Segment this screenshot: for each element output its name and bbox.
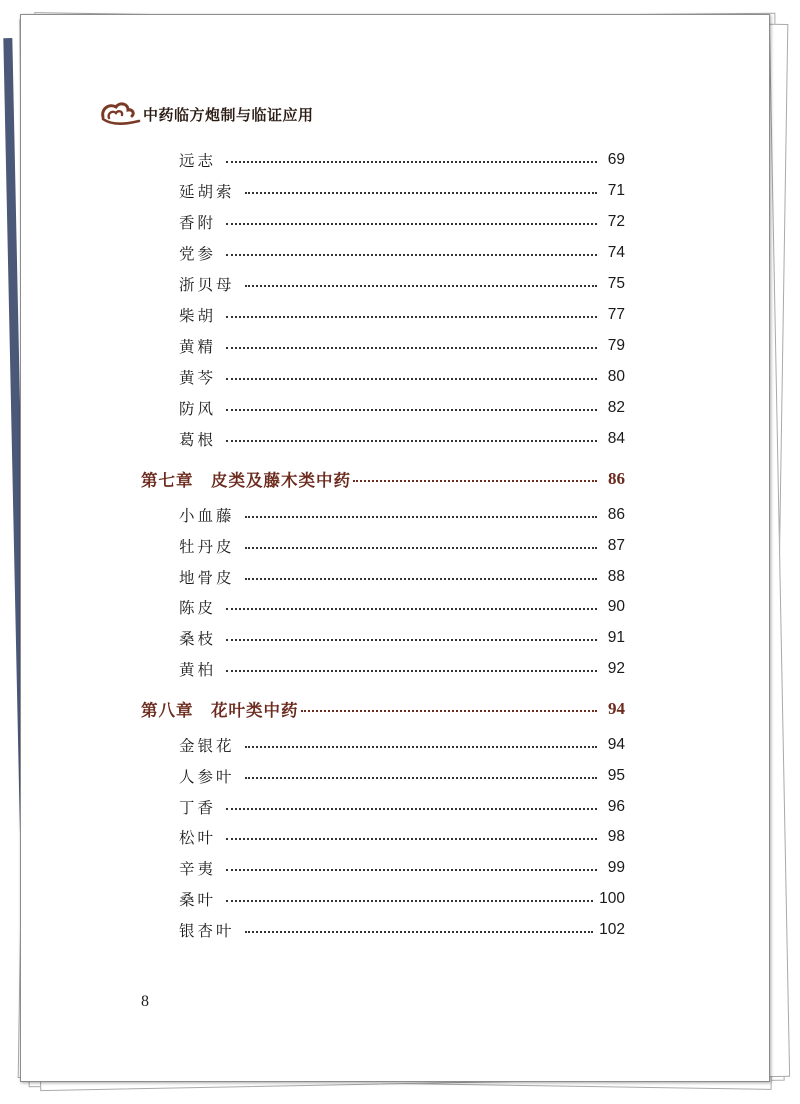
toc-entry bbox=[179, 426, 625, 452]
toc-entry-page: 87 bbox=[607, 537, 625, 554]
toc-entry-page: 84 bbox=[607, 430, 625, 447]
toc-entry bbox=[179, 732, 625, 758]
toc-entry bbox=[179, 594, 625, 620]
toc-entry bbox=[179, 209, 625, 235]
dot-leader bbox=[226, 808, 597, 810]
toc-entry-page: 91 bbox=[607, 629, 625, 646]
toc-entry-page: 72 bbox=[607, 213, 625, 230]
toc-entry-page: 98 bbox=[607, 828, 625, 845]
dot-leader bbox=[226, 639, 597, 641]
toc-entry-page: 102 bbox=[599, 921, 625, 938]
toc-entry-title: 香附 bbox=[179, 214, 217, 232]
dot-leader bbox=[245, 285, 597, 287]
toc-entry-title: 人参叶 bbox=[179, 768, 235, 786]
toc-entry-title: 黄精 bbox=[179, 338, 217, 356]
toc-entry-title: 桑枝 bbox=[179, 630, 217, 648]
dot-leader bbox=[245, 192, 597, 194]
toc-entry-title: 金银花 bbox=[179, 737, 235, 755]
toc-entry-title: 防风 bbox=[179, 400, 217, 418]
toc-entry-page: 79 bbox=[607, 337, 625, 354]
dot-leader bbox=[245, 777, 597, 779]
toc-entry-title: 柴胡 bbox=[179, 307, 217, 325]
toc-entry bbox=[179, 395, 625, 421]
toc-entry-title: 党参 bbox=[179, 245, 217, 263]
toc-entry bbox=[179, 886, 625, 912]
toc-entry-page: 94 bbox=[607, 736, 625, 753]
dot-leader bbox=[226, 223, 597, 225]
toc-entry-page: 77 bbox=[607, 306, 625, 323]
toc-entry bbox=[179, 147, 625, 173]
toc-entry-page: 96 bbox=[607, 798, 625, 815]
dot-leader bbox=[245, 578, 597, 580]
toc-entry bbox=[179, 917, 625, 943]
dot-leader bbox=[245, 746, 597, 748]
toc-entry bbox=[179, 855, 625, 881]
toc-entry-title: 银杏叶 bbox=[179, 922, 235, 940]
toc-entry-title: 黄柏 bbox=[179, 661, 217, 679]
toc-entry bbox=[179, 502, 625, 528]
toc-entry-title: 辛夷 bbox=[179, 860, 217, 878]
toc-entry-page: 69 bbox=[607, 151, 625, 168]
toc-entry-page: 74 bbox=[607, 244, 625, 261]
toc-entry bbox=[179, 302, 625, 328]
toc-entry-page: 95 bbox=[607, 767, 625, 784]
toc-entry-title: 丁香 bbox=[179, 799, 217, 817]
toc-entry-page: 82 bbox=[607, 399, 625, 416]
toc-entry-title: 陈皮 bbox=[179, 599, 217, 617]
toc-entry-title: 牡丹皮 bbox=[179, 538, 235, 556]
dot-leader bbox=[226, 378, 597, 380]
toc-entry-title: 第七章 皮类及藤木类中药 bbox=[141, 471, 351, 490]
page-number: 8 bbox=[141, 993, 149, 1010]
dot-leader bbox=[226, 838, 597, 840]
dot-leader bbox=[245, 516, 597, 518]
toc-entry-page: 90 bbox=[607, 598, 625, 615]
toc-entry-title: 葛根 bbox=[179, 431, 217, 449]
toc-entry-title: 小血藤 bbox=[179, 507, 235, 525]
dot-leader bbox=[226, 254, 597, 256]
dot-leader bbox=[226, 608, 597, 610]
dot-leader bbox=[301, 710, 598, 712]
toc-entry-page: 92 bbox=[607, 660, 625, 677]
dot-leader bbox=[226, 900, 593, 902]
toc-entry-title: 延胡索 bbox=[179, 183, 235, 201]
toc-chapter-entry bbox=[141, 466, 625, 492]
toc-entry-page: 88 bbox=[607, 568, 625, 585]
toc-entry-title: 远志 bbox=[179, 152, 217, 170]
cloud-scroll-icon bbox=[99, 99, 141, 129]
toc-entry bbox=[179, 564, 625, 590]
toc-entry-title: 黄芩 bbox=[179, 369, 217, 387]
book-title: 中药临方炮制与临证应用 bbox=[143, 105, 314, 124]
toc-entry bbox=[179, 794, 625, 820]
toc-entry-page: 86 bbox=[608, 469, 625, 488]
book-page bbox=[20, 14, 770, 1082]
toc-entry bbox=[179, 240, 625, 266]
dot-leader bbox=[353, 480, 597, 482]
dot-leader bbox=[226, 161, 597, 163]
toc-entry bbox=[179, 763, 625, 789]
toc-entry bbox=[179, 824, 625, 850]
dot-leader bbox=[226, 316, 597, 318]
toc-entry bbox=[179, 656, 625, 682]
toc-entry bbox=[179, 271, 625, 297]
toc-entry bbox=[179, 178, 625, 204]
toc-entry-page: 86 bbox=[607, 506, 625, 523]
toc-entry-page: 80 bbox=[607, 368, 625, 385]
dot-leader bbox=[226, 869, 597, 871]
toc-entry-title: 第八章 花叶类中药 bbox=[141, 701, 299, 720]
toc-entry-page: 94 bbox=[608, 699, 625, 718]
toc-entry bbox=[179, 364, 625, 390]
toc-entry bbox=[179, 625, 625, 651]
toc-entry-page: 100 bbox=[599, 890, 625, 907]
toc-entry-title: 桑叶 bbox=[179, 891, 217, 909]
dot-leader bbox=[226, 440, 597, 442]
toc-entry-title: 浙贝母 bbox=[179, 276, 235, 294]
dot-leader bbox=[226, 347, 597, 349]
toc-entry-title: 松叶 bbox=[179, 829, 217, 847]
toc-entry-title: 地骨皮 bbox=[179, 569, 235, 587]
toc-entry bbox=[179, 533, 625, 559]
toc-entry-page: 75 bbox=[607, 275, 625, 292]
dot-leader bbox=[245, 547, 597, 549]
toc-entry bbox=[179, 333, 625, 359]
dot-leader bbox=[226, 409, 597, 411]
dot-leader bbox=[245, 931, 594, 933]
dot-leader bbox=[226, 670, 597, 672]
toc-entry-page: 99 bbox=[607, 859, 625, 876]
toc-chapter-entry bbox=[141, 696, 625, 722]
running-header bbox=[99, 97, 314, 131]
toc-entry-page: 71 bbox=[607, 182, 625, 199]
